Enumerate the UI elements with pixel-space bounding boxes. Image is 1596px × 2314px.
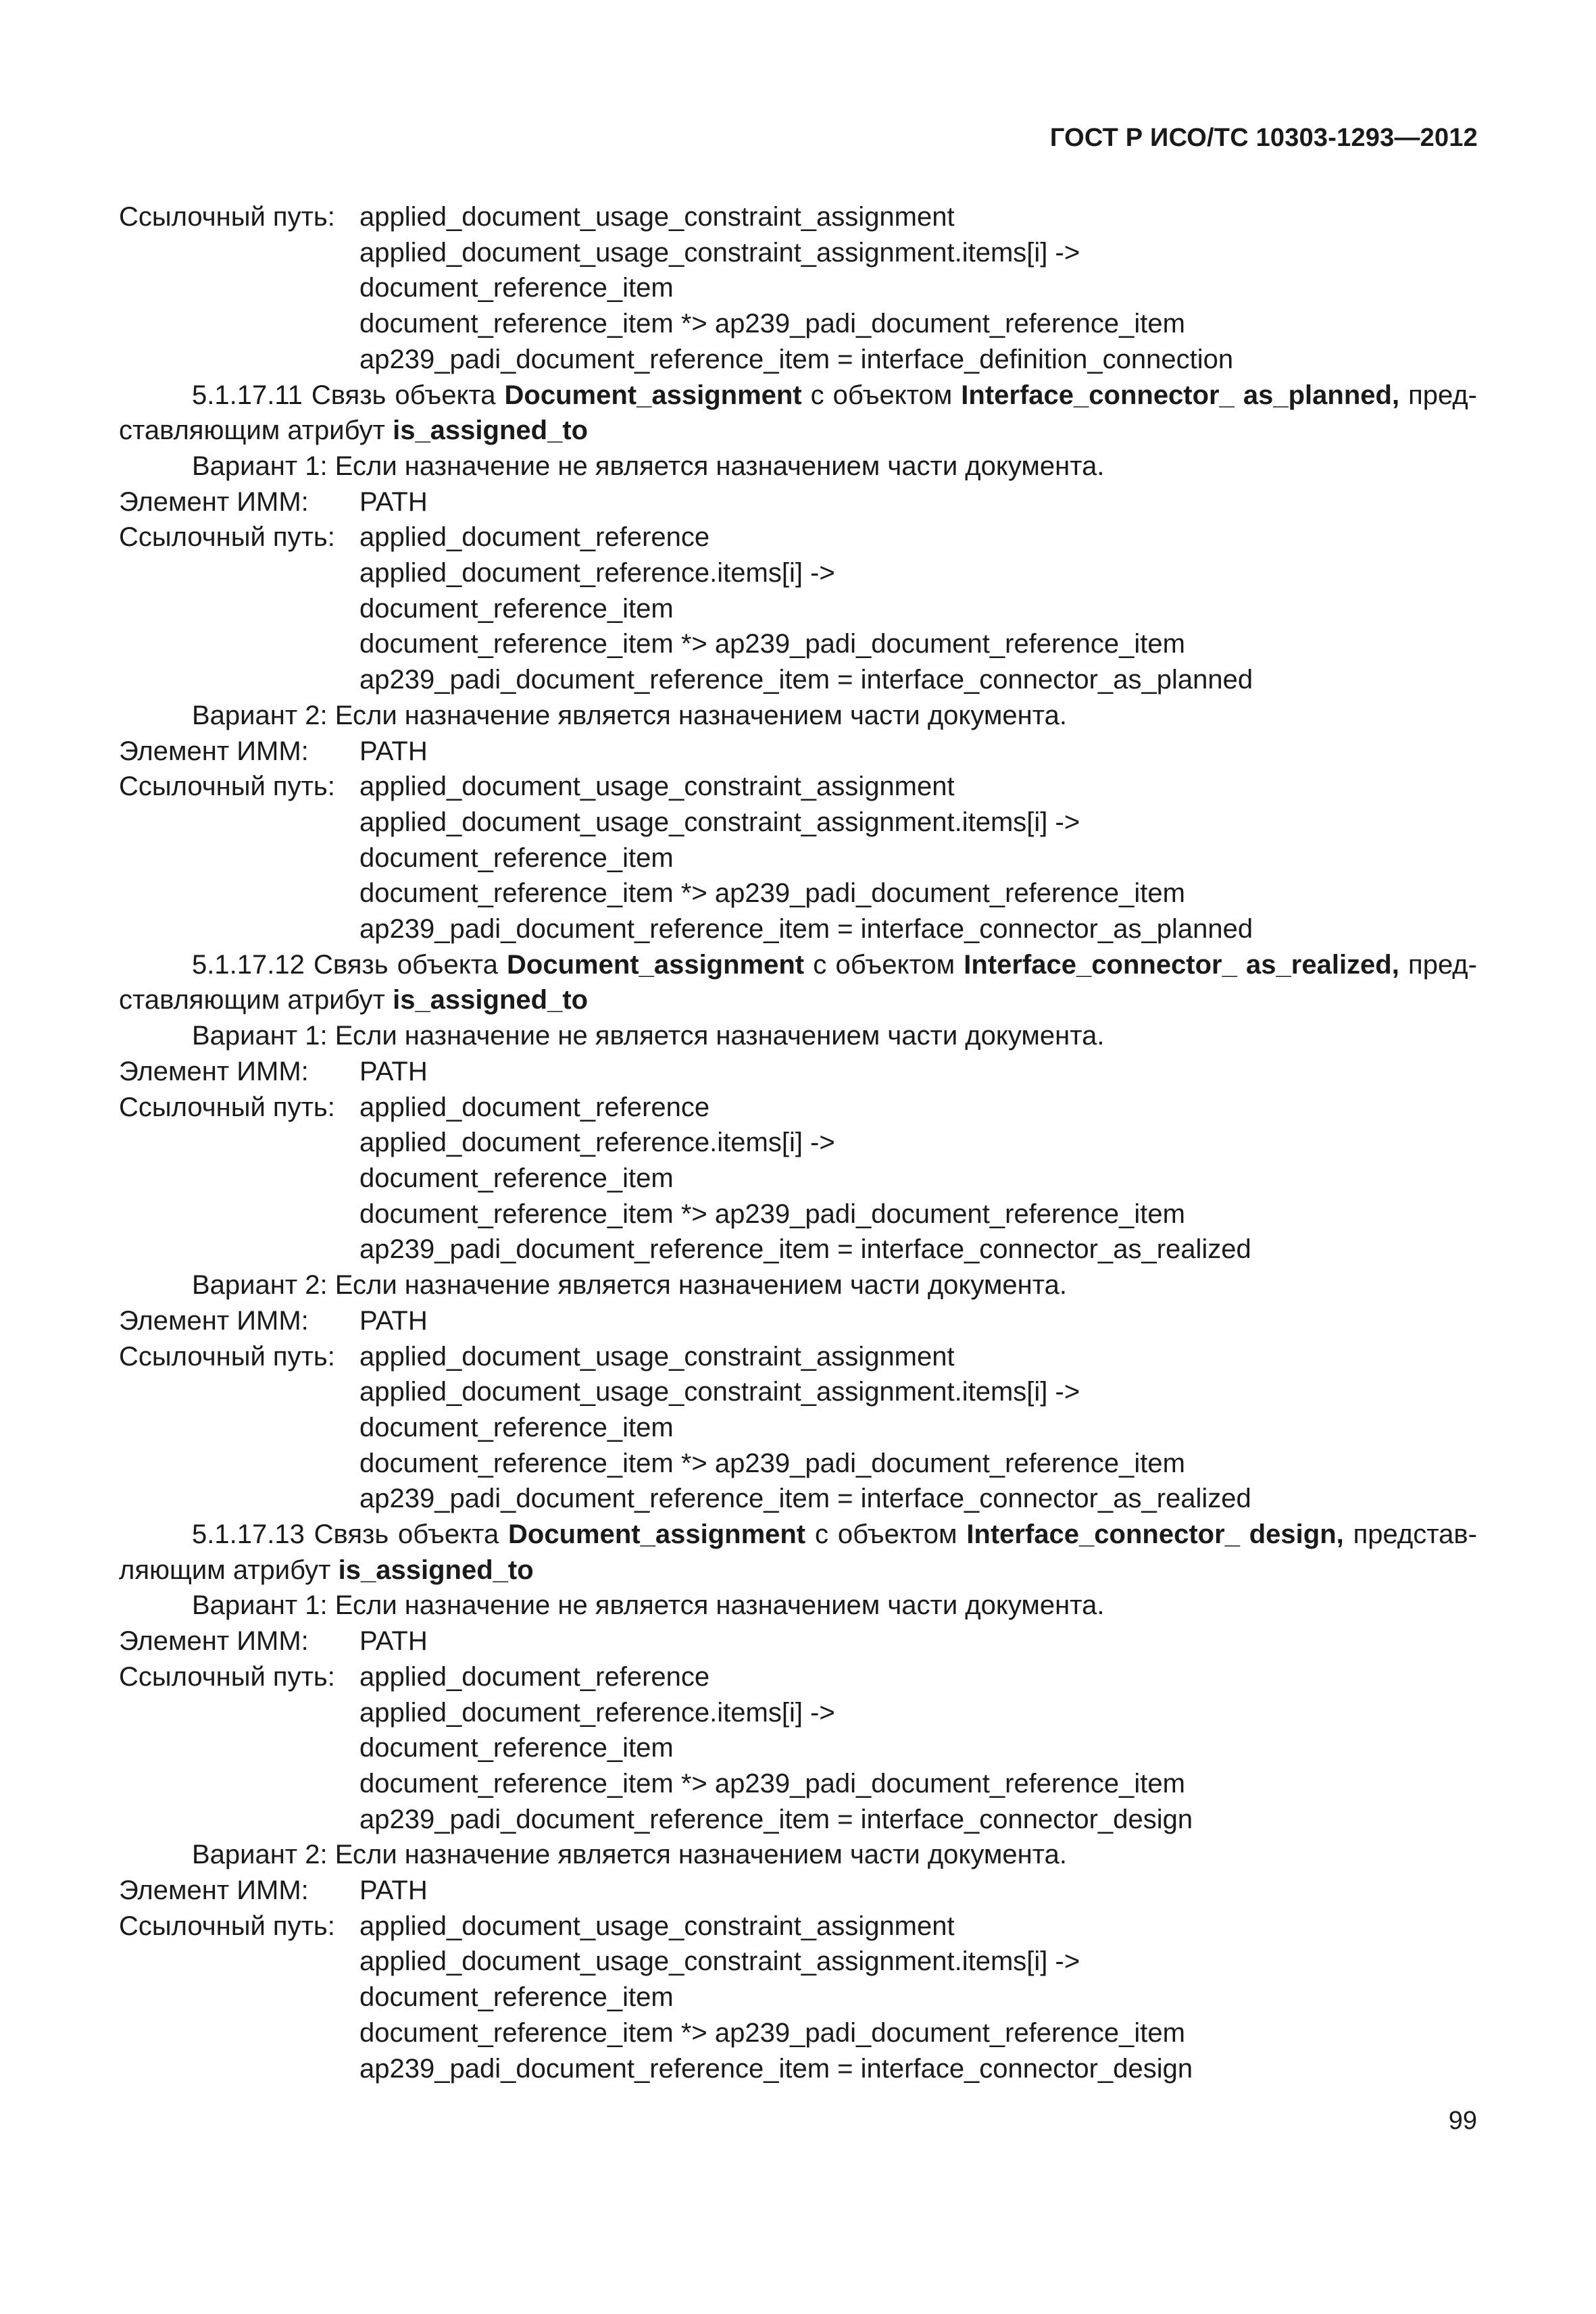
reference-path-row (119, 520, 1477, 555)
attribute-name: is_assigned_to (393, 416, 589, 446)
reference-path-label: Ссылочный путь: (119, 1092, 335, 1122)
reference-path-row (119, 1659, 1477, 1695)
element-row (119, 734, 1477, 770)
clause-text: пред- (1408, 380, 1477, 410)
reference-path-line: applied_document_reference.items[i] -> (359, 1128, 835, 1158)
element-label: Элемент ИММ: (119, 1876, 309, 1906)
clause-heading-line (119, 413, 1477, 449)
reference-path-line: applied_document_reference.items[i] -> (359, 558, 835, 588)
reference-path-label: Ссылочный путь: (119, 772, 335, 802)
reference-path-value: applied_document_usage_constraint_assignment (359, 1911, 955, 1941)
reference-path-value: applied_document_usage_constraint_assignment (359, 772, 955, 802)
reference-path-value: applied_document_usage_constraint_assignment (359, 1341, 955, 1372)
entity-name: Document_assignment (508, 1519, 806, 1550)
variant-heading: Вариант 1: Если назначение не является назначением части документа. (192, 1590, 1105, 1621)
reference-path-line: ap239_padi_document_reference_item = interface_definition_connection (359, 344, 1234, 374)
element-row (119, 1303, 1477, 1339)
reference-path-line: ap239_padi_document_reference_item = interface_connector_design (359, 2053, 1193, 2084)
clause-section (119, 1517, 1477, 2086)
clause-number: 5.1.17.11 (192, 380, 303, 410)
reference-path-line: document_reference_item *> ap239_padi_document_reference_item (359, 2017, 1185, 2048)
clause-heading-line (119, 378, 1477, 413)
clause-text: ляющим атрибут (119, 1555, 331, 1585)
element-row (119, 484, 1477, 520)
clause-number: 5.1.17.13 (192, 1519, 305, 1550)
element-row (119, 1624, 1477, 1659)
reference-path-line: document_reference_item (359, 593, 674, 624)
reference-path-row (119, 1339, 1477, 1375)
reference-path-value: applied_document_reference (359, 1661, 710, 1692)
clause-text: ставляющим атрибут (119, 416, 385, 446)
sections-container (119, 378, 1477, 2087)
reference-path-line: document_reference_item (359, 1412, 674, 1442)
element-label: Элемент ИММ: (119, 1056, 309, 1086)
clause-heading-line (119, 947, 1477, 983)
element-value: PATH (359, 486, 428, 517)
reference-path-row (119, 1909, 1477, 1944)
clause-text: Связь объекта (314, 949, 498, 980)
reference-path-line: applied_document_usage_constraint_assignment.items[i] -> (359, 1946, 1080, 1977)
attribute-name: is_assigned_to (338, 1555, 534, 1585)
reference-path-label: Ссылочный путь: (119, 1661, 335, 1692)
reference-path-line: applied_document_reference.items[i] -> (359, 1697, 835, 1728)
reference-path-row (119, 1090, 1477, 1126)
reference-path-line: ap239_padi_document_reference_item = interface_connector_as_realized (359, 1234, 1251, 1265)
reference-path-label: Ссылочный путь: (119, 522, 335, 553)
reference-path-block (119, 199, 1477, 378)
clause-number: 5.1.17.12 (192, 949, 305, 980)
entity-name: Interface_connector_ as_realized, (964, 949, 1399, 980)
variant-heading: Вариант 1: Если назначение не является назначением части документа. (192, 1021, 1105, 1051)
clause-text: Связь объекта (311, 380, 496, 410)
reference-path-line: document_reference_item *> ap239_padi_document_reference_item (359, 309, 1185, 339)
reference-path-line: ap239_padi_document_reference_item = interface_connector_as_planned (359, 914, 1253, 945)
element-label: Элемент ИММ: (119, 736, 309, 766)
variant-heading: Вариант 2: Если назначение является назначением части документа. (192, 700, 1067, 730)
reference-path-line: ap239_padi_document_reference_item = interface_connector_as_realized (359, 1484, 1251, 1514)
entity-name: Document_assignment (507, 949, 805, 980)
element-row (119, 1054, 1477, 1090)
reference-path-line: document_reference_item (359, 1733, 674, 1763)
reference-path-label: Ссылочный путь: (119, 202, 335, 232)
entity-name: Document_assignment (504, 380, 802, 410)
clause-heading-line (119, 1553, 1477, 1588)
reference-path-line: document_reference_item (359, 273, 674, 303)
element-label: Элемент ИММ: (119, 1305, 309, 1336)
document-header: ГОСТ Р ИСО/ТС 10303-1293—2012 (1049, 124, 1478, 152)
reference-path-line: document_reference_item *> ap239_padi_document_reference_item (359, 1199, 1185, 1229)
reference-path-line: document_reference_item *> ap239_padi_document_reference_item (359, 878, 1185, 909)
variant-heading: Вариант 2: Если назначение является назначением части документа. (192, 1270, 1067, 1301)
page-number: 99 (1448, 2107, 1477, 2135)
clause-text: с объектом (814, 1519, 957, 1550)
element-label: Элемент ИММ: (119, 1626, 309, 1657)
clause-section (119, 378, 1477, 947)
element-value: PATH (359, 1056, 428, 1086)
clause-text: с объектом (810, 380, 953, 410)
element-label: Элемент ИММ: (119, 486, 309, 517)
reference-path-label: Ссылочный путь: (119, 1911, 335, 1941)
reference-path-line: applied_document_usage_constraint_assignment.items[i] -> (359, 1377, 1080, 1407)
entity-name: Interface_connector_ as_planned, (961, 380, 1400, 410)
clause-heading-line (119, 1517, 1477, 1553)
variant-heading: Вариант 1: Если назначение не является назначением части документа. (192, 451, 1105, 481)
clause-text: представ- (1353, 1519, 1477, 1550)
clause-heading-line (119, 982, 1477, 1018)
reference-path-line: applied_document_usage_constraint_assignment.items[i] -> (359, 237, 1080, 268)
clause-text: Связь объекта (314, 1519, 499, 1550)
entity-name: Interface_connector_ design, (966, 1519, 1344, 1550)
reference-path-label: Ссылочный путь: (119, 1341, 335, 1372)
reference-path-line: document_reference_item (359, 842, 674, 873)
reference-path-line: ap239_padi_document_reference_item = interface_connector_design (359, 1804, 1193, 1834)
reference-path-line: applied_document_usage_constraint_assignment.items[i] -> (359, 807, 1080, 837)
reference-path-value: applied_document_reference (359, 522, 710, 553)
clause-text: ставляющим атрибут (119, 985, 385, 1015)
reference-path-row (119, 199, 1477, 235)
reference-path-line: document_reference_item *> ap239_padi_document_reference_item (359, 1448, 1185, 1478)
clause-text: с объектом (813, 949, 955, 980)
element-value: PATH (359, 1305, 428, 1336)
element-value: PATH (359, 1626, 428, 1657)
reference-path-line: document_reference_item *> ap239_padi_document_reference_item (359, 1768, 1185, 1799)
reference-path-value: applied_document_reference (359, 1092, 710, 1122)
attribute-name: is_assigned_to (393, 985, 589, 1015)
reference-path-row (119, 769, 1477, 805)
element-value: PATH (359, 736, 428, 766)
reference-path-line: document_reference_item (359, 1982, 674, 2013)
clause-text: пред- (1408, 949, 1477, 980)
reference-path-line: ap239_padi_document_reference_item = interface_connector_as_planned (359, 665, 1253, 695)
reference-path-value: applied_document_usage_constraint_assignment (359, 202, 955, 232)
element-row (119, 1873, 1477, 1909)
reference-path-line: document_reference_item (359, 1163, 674, 1193)
page-content (119, 199, 1477, 2086)
clause-section (119, 947, 1477, 1517)
reference-path-line: document_reference_item *> ap239_padi_document_reference_item (359, 629, 1185, 659)
element-value: PATH (359, 1876, 428, 1906)
variant-heading: Вариант 2: Если назначение является назначением части документа. (192, 1840, 1067, 1870)
